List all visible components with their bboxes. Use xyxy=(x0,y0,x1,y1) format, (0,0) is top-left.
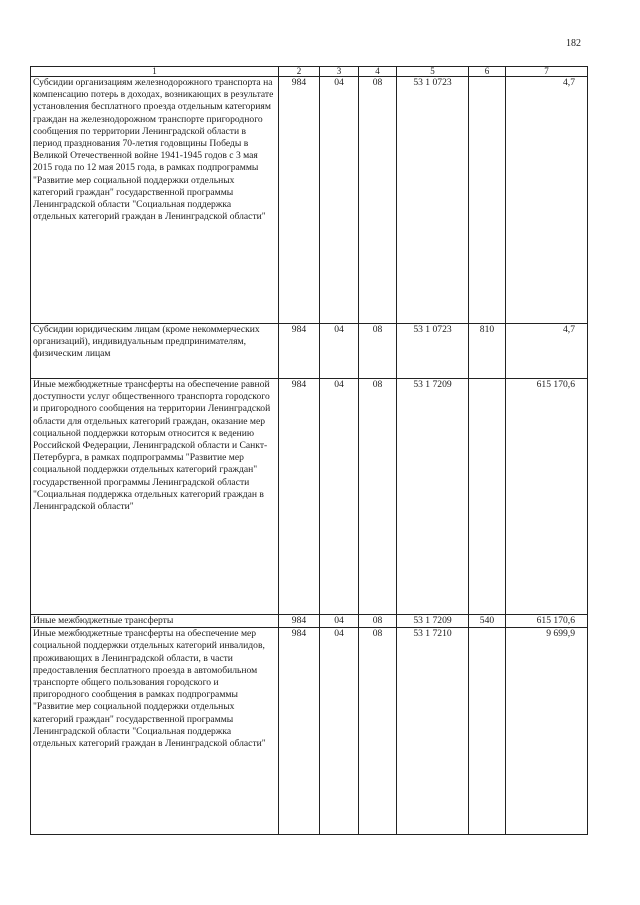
row-gr: 984 xyxy=(279,615,320,628)
header-cell: 7 xyxy=(506,67,588,77)
row-pr: 08 xyxy=(359,77,397,324)
header-row xyxy=(31,67,588,77)
row-vr xyxy=(469,379,506,615)
row-csr: 53 1 0723 xyxy=(397,324,469,379)
row-sum: 615 170,6 xyxy=(506,615,588,628)
row-description: Иные межбюджетные трансферты на обеспечение равной доступности услуг общественного транспорта городского и пригородного сообщения на территории Ленинградской области для отдельных категорий граждан, оказание мер социальной поддержки которым относится к ведению Российской Федерации, Ленинградской области и Санкт-Петербурга, в рамках подпрограммы "Развитие мер социальной поддержки отдельных категорий граждан" государственной программы Ленинградской области "Социальная поддержка отдельных категорий граждан в Ленинградской области" xyxy=(31,379,279,615)
row-rz: 04 xyxy=(320,324,359,379)
header-cell: 4 xyxy=(359,67,397,77)
row-pr: 08 xyxy=(359,324,397,379)
table-row xyxy=(31,77,588,324)
row-rz: 04 xyxy=(320,615,359,628)
row-vr: 810 xyxy=(469,324,506,379)
budget-table xyxy=(30,66,588,835)
row-sum: 4,7 xyxy=(506,324,588,379)
row-description: Субсидии юридическим лицам (кроме некоммерческих организаций), индивидуальным предпринимателям, физическим лицам xyxy=(31,324,279,379)
row-vr xyxy=(469,628,506,835)
row-rz: 04 xyxy=(320,379,359,615)
row-rz: 04 xyxy=(320,628,359,835)
row-vr xyxy=(469,77,506,324)
table-row xyxy=(31,324,588,379)
header-cell: 2 xyxy=(279,67,320,77)
row-vr: 540 xyxy=(469,615,506,628)
row-sum: 9 699,9 xyxy=(506,628,588,835)
page-number: 182 xyxy=(566,38,581,49)
row-description: Субсидии организациям железнодорожного транспорта на компенсацию потерь в доходах, возникающих в результате установления бесплатного проезда отдельным категориям граждан на железнодорожном транспорте пригородного сообщения по территории Ленинградской области в период празднования 70-летия годовщины Победы в Великой Отечественной войне 1941-1945 годов с 3 мая 2015 года по 12 мая 2015 года, в рамках подпрограммы "Развитие мер социальной поддержки отдельных категорий граждан" государственной программы Ленинградской области "Социальная поддержка отдельных категорий граждан в Ленинградской области" xyxy=(31,77,279,324)
header-cell: 5 xyxy=(397,67,469,77)
row-sum: 615 170,6 xyxy=(506,379,588,615)
table-row xyxy=(31,615,588,628)
table-row xyxy=(31,379,588,615)
row-description: Иные межбюджетные трансферты xyxy=(31,615,279,628)
row-gr: 984 xyxy=(279,324,320,379)
row-pr: 08 xyxy=(359,379,397,615)
row-rz: 04 xyxy=(320,77,359,324)
header-cell: 6 xyxy=(469,67,506,77)
row-sum: 4,7 xyxy=(506,77,588,324)
header-cell: 3 xyxy=(320,67,359,77)
row-description: Иные межбюджетные трансферты на обеспечение мер социальной поддержки отдельных категорий инвалидов, проживающих в Ленинградской области, в части предоставления бесплатного проезда в автомобильном транспорте общего пользования городского и пригородного сообщения в рамках подпрограммы "Развитие мер социальной поддержки отдельных категорий граждан" государственной программы Ленинградской области "Социальная поддержка отдельных категорий граждан в Ленинградской области" xyxy=(31,628,279,835)
row-csr: 53 1 7209 xyxy=(397,379,469,615)
row-gr: 984 xyxy=(279,379,320,615)
row-csr: 53 1 7209 xyxy=(397,615,469,628)
table-row xyxy=(31,628,588,835)
row-csr: 53 1 7210 xyxy=(397,628,469,835)
row-gr: 984 xyxy=(279,77,320,324)
row-pr: 08 xyxy=(359,615,397,628)
row-csr: 53 1 0723 xyxy=(397,77,469,324)
header-cell: 1 xyxy=(31,67,279,77)
row-gr: 984 xyxy=(279,628,320,835)
row-pr: 08 xyxy=(359,628,397,835)
